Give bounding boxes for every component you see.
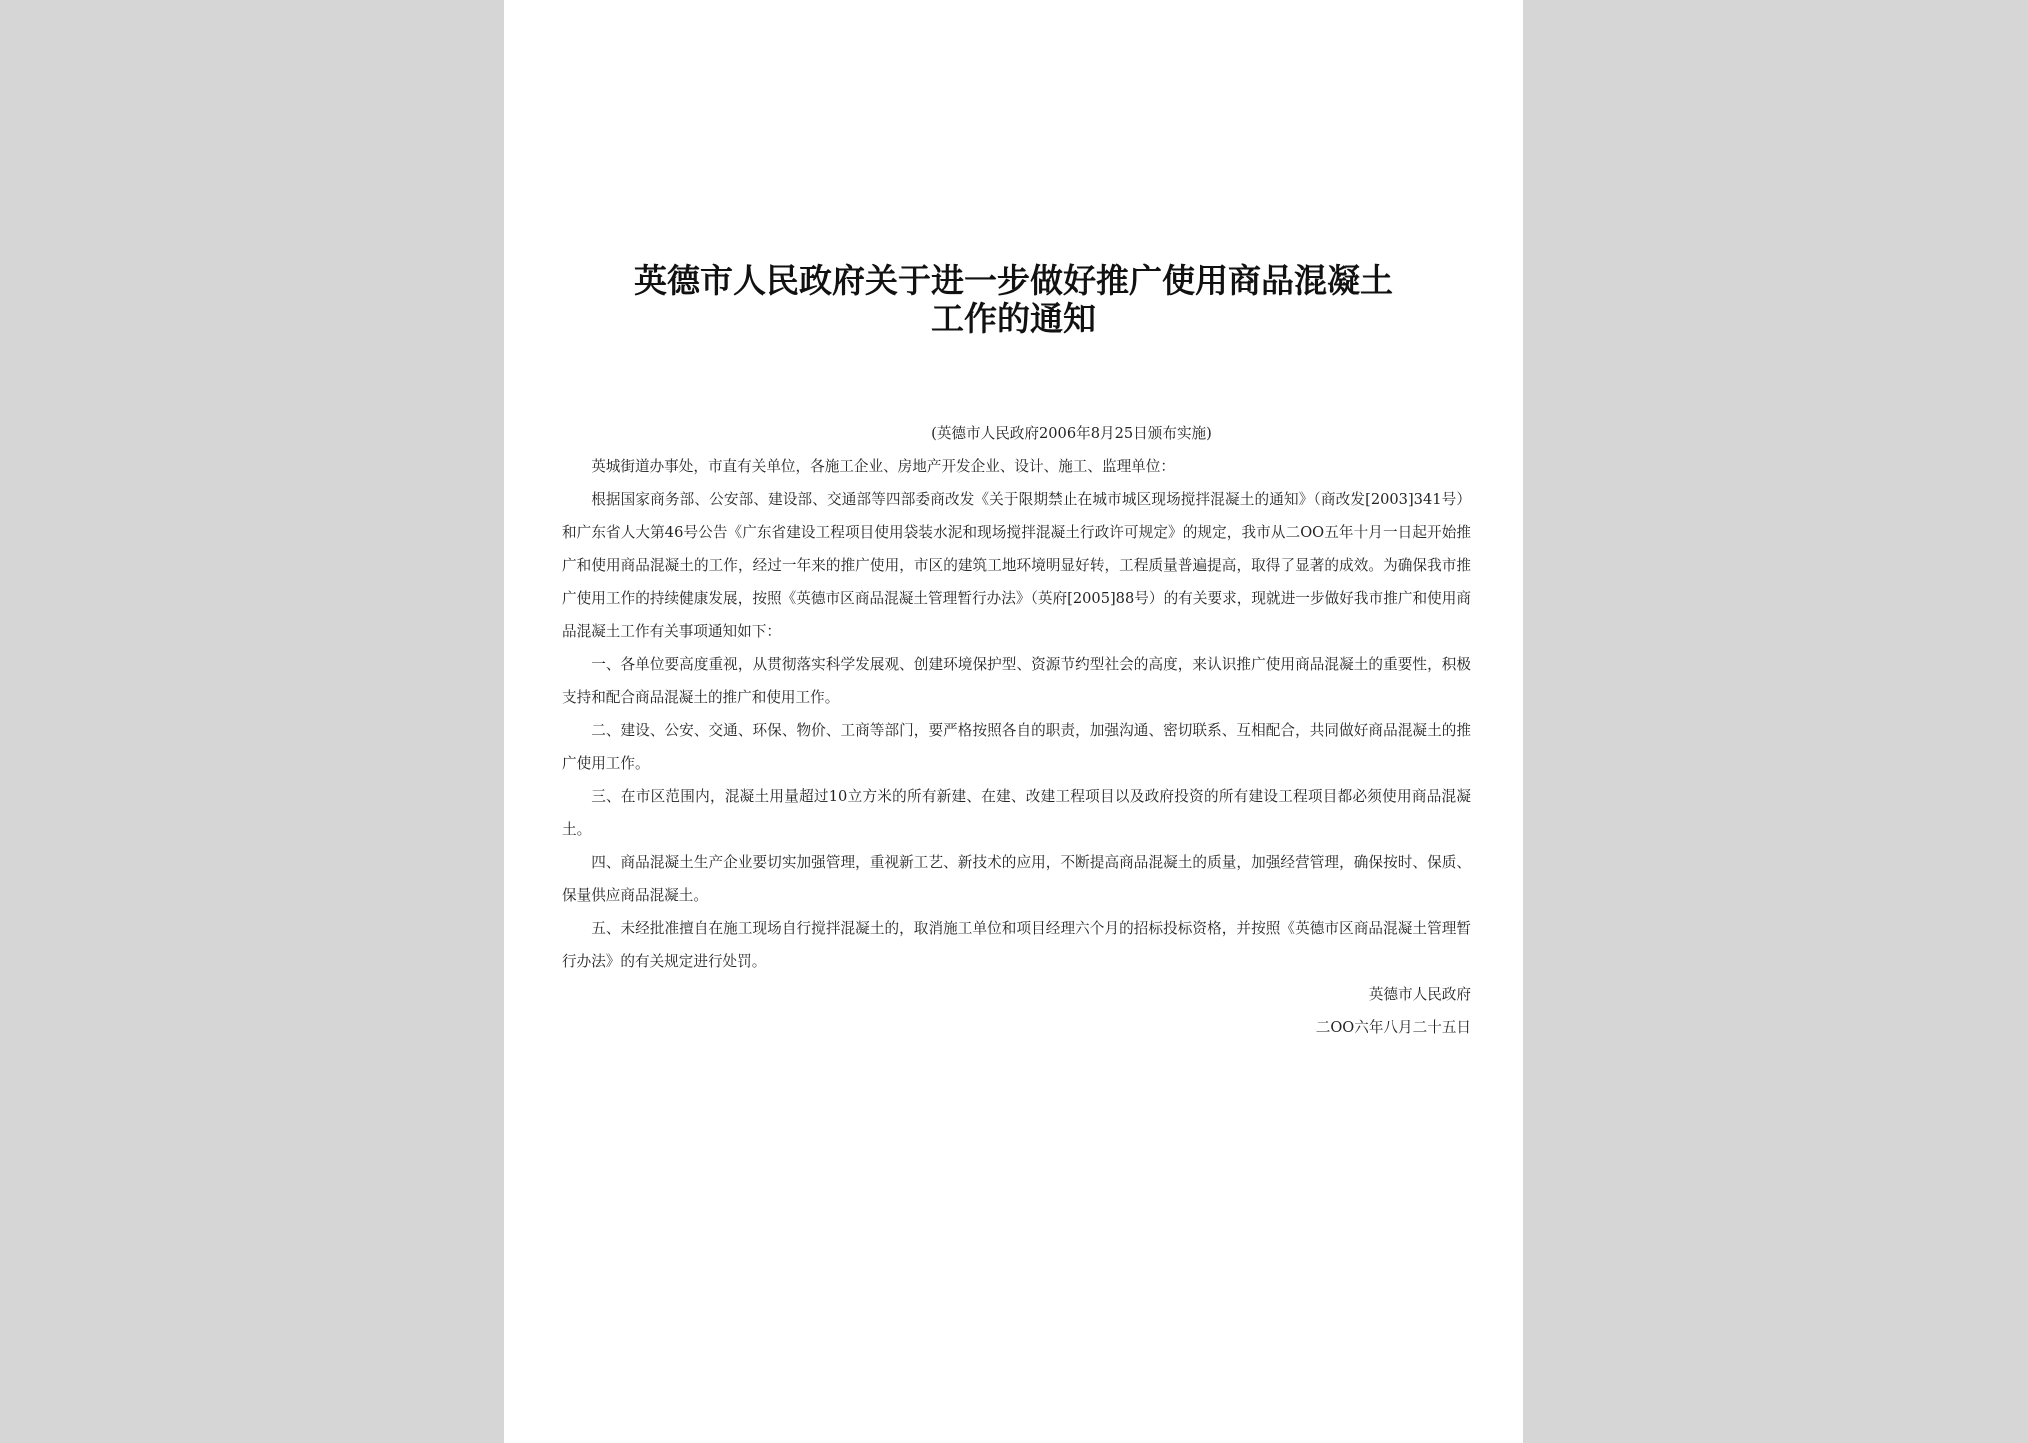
paragraph-item-5: 五、未经批准擅自在施工现场自行搅拌混凝土的，取消施工单位和项目经理六个月的招标投标资格，并按照《英德市区商品混凝土管理暂行办法》的有关规定进行处罚。 [562, 920, 1471, 970]
document-title [504, 262, 1523, 338]
paragraph-item-4: 四、商品混凝土生产企业要切实加强管理，重视新工艺、新技术的应用，不断提高商品混凝土的质量，加强经营管理，确保按时、保质、保量供应商品混凝土。 [562, 854, 1471, 904]
document-body [562, 417, 1471, 1044]
paragraph-item-2: 二、建设、公安、交通、环保、物价、工商等部门，要严格按照各自的职责，加强沟通、密切联系、互相配合，共同做好商品混凝土的推广使用工作。 [562, 722, 1471, 772]
issue-note: (英德市人民政府2006年8月25日颁布实施) [931, 425, 1212, 442]
paragraph-item-1: 一、各单位要高度重视，从贯彻落实科学发展观、创建环境保护型、资源节约型社会的高度，来认识推广使用商品混凝土的重要性，积极支持和配合商品混凝土的推广和使用工作。 [562, 656, 1471, 706]
paragraph-basis: 根据国家商务部、公安部、建设部、交通部等四部委商改发《关于限期禁止在城市城区现场搅拌混凝土的通知》（商改发[2003]341号）和广东省人大第46号公告《广东省建设工程项目使用袋装水泥和现场搅拌混凝土行政许可规定》的规定，我市从二OO五年十月一日起开始推广和使用商品混凝土的工作，经过一年来的推广使用，市区的建筑工地环境明显好转，工程质量普遍提高，取得了显著的成效。为确保我市推广使用工作的持续健康发展，按照《英德市区商品混凝土管理暂行办法》（英府[2005]88号）的有关要求，现就进一步做好我市推广和使用商品混凝土工作有关事项通知如下： [562, 491, 1471, 640]
title-line-2: 工作的通知 [931, 299, 1096, 338]
title-line-1: 英德市人民政府关于进一步做好推广使用商品混凝土 [634, 261, 1393, 300]
document-page [504, 0, 1523, 1443]
paragraph-item-3: 三、在市区范围内，混凝土用量超过10立方米的所有新建、在建、改建工程项目以及政府投资的所有建设工程项目都必须使用商品混凝土。 [562, 788, 1471, 838]
signature-issuer: 英德市人民政府 [1368, 986, 1471, 1003]
signature-date: 二OO六年八月二十五日 [1315, 1019, 1471, 1036]
salutation: 英城街道办事处，市直有关单位，各施工企业、房地产开发企业、设计、施工、监理单位： [591, 458, 1175, 475]
